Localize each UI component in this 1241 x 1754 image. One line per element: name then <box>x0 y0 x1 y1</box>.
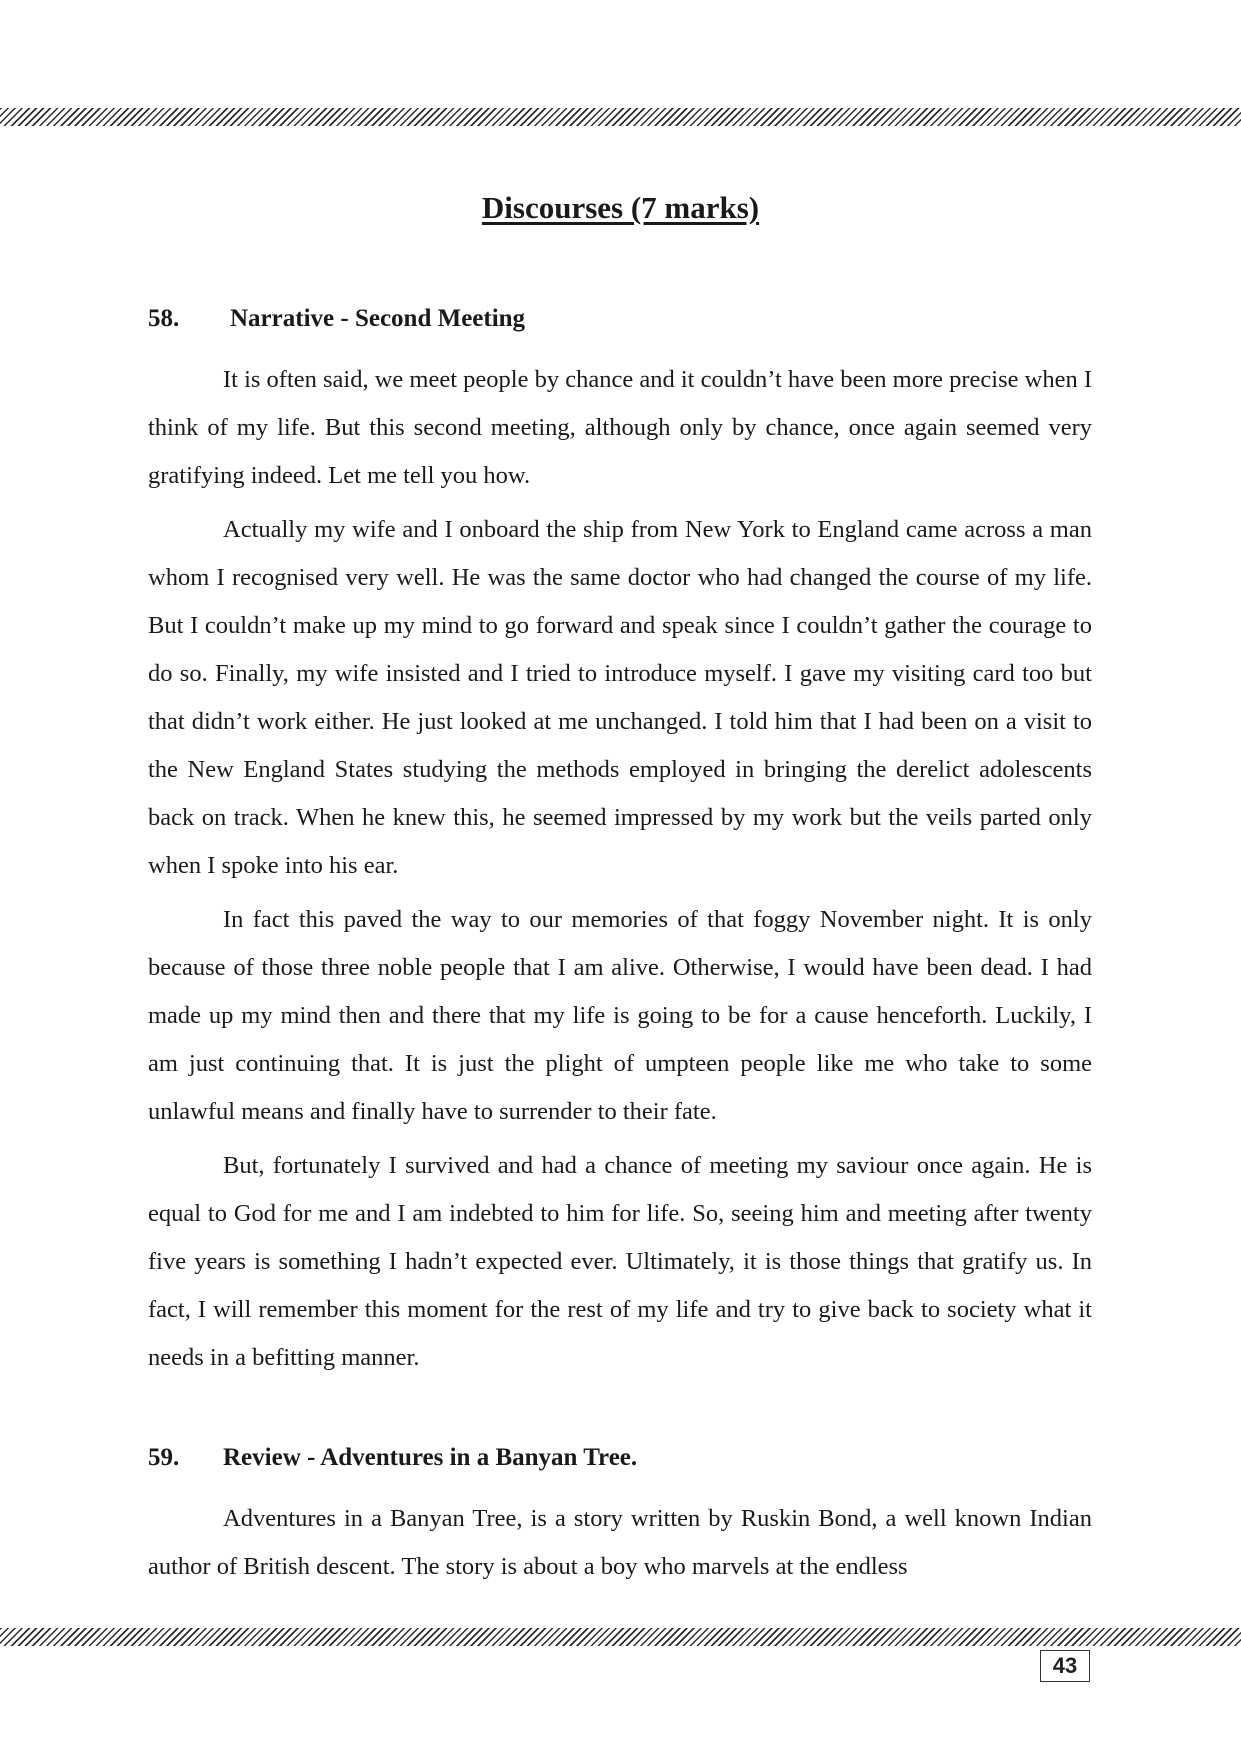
bottom-hatch-border <box>0 1628 1241 1646</box>
section-heading <box>148 300 1092 338</box>
section-59 <box>148 1439 1092 1597</box>
paragraph: Adventures in a Banyan Tree, is a story written by Ruskin Bond, a well known Indian author of British descent. The story is about a boy who marvels at the endless <box>148 1505 1092 1580</box>
section-58 <box>148 300 1092 1388</box>
section-title: Narrative - Second Meeting <box>230 305 526 332</box>
paragraph: In fact this paved the way to our memories of that foggy November night. It is only because of those three noble people that I am alive. Otherwise, I would have been dead. I had made up my mind then and there that my life is going to be for a cause henceforth. Luckily, I am just continuing that. It is just the plight of umpteen people like me who take to some unlawful means and finally have to surrender to their fate. <box>148 906 1092 1125</box>
paragraph: It is often said, we meet people by chance and it couldn’t have been more precise when I think of my life. But this second meeting, although only by chance, once again seemed very gratifying indeed. Let me tell you how. <box>148 366 1092 489</box>
section-heading <box>148 1439 1092 1477</box>
section-title: Review - Adventures in a Banyan Tree. <box>223 1444 638 1471</box>
page-title: Discourses (7 marks) <box>481 190 760 225</box>
section-number: 59. <box>148 1444 180 1471</box>
section-number: 58. <box>148 305 180 332</box>
page-number: 43 <box>1040 1650 1090 1682</box>
top-hatch-border <box>0 108 1241 126</box>
paragraph: But, fortunately I survived and had a chance of meeting my saviour once again. He is equal to God for me and I am indebted to him for life. So, seeing him and meeting after twenty five years is something I hadn’t expected ever. Ultimately, it is those things that gratify us. In fact, I will remember this moment for the rest of my life and try to give back to society what it needs in a befitting manner. <box>148 1152 1092 1371</box>
paragraph: Actually my wife and I onboard the ship from New York to England came across a man whom I recognised very well. He was the same doctor who had changed the course of my life. But I couldn’t make up my mind to go forward and speak since I couldn’t gather the courage to do so. Finally, my wife insisted and I tried to introduce myself. I gave my visiting card too but that didn’t work either. He just looked at me unchanged. I told him that I had been on a visit to the New England States studying the methods employed in bringing the derelict adolescents back on track. When he knew this, he seemed impressed by my work but the veils parted only when I spoke into his ear. <box>148 516 1092 879</box>
